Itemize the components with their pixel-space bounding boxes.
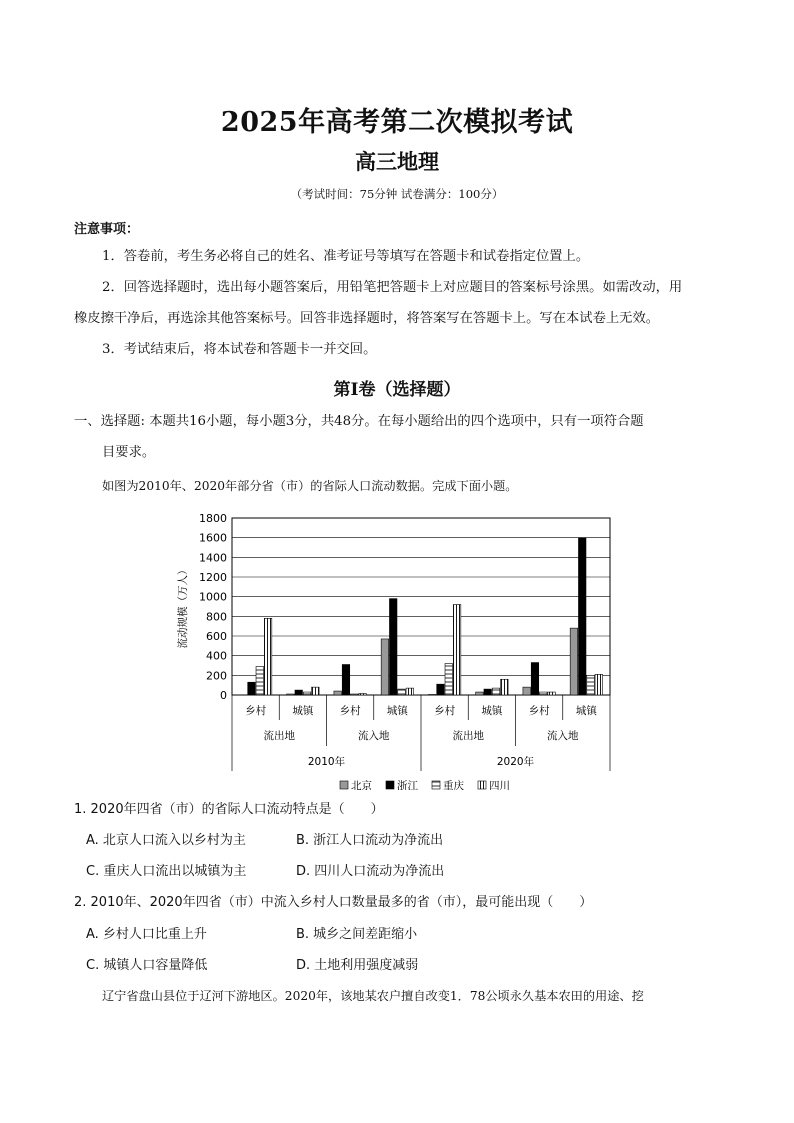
question-2-option-c[interactable]: C. 城镇人口容量降低 xyxy=(86,958,208,973)
x-category-label: 乡村 xyxy=(245,705,267,717)
bar-北京-2 xyxy=(334,691,342,695)
legend-swatch-浙江 xyxy=(386,781,394,789)
bar-浙江-1 xyxy=(295,690,303,695)
bar-浙江-2 xyxy=(342,665,350,695)
bar-重庆-5 xyxy=(492,688,500,695)
bar-北京-3 xyxy=(381,639,389,695)
x-category-label: 城镇 xyxy=(386,705,408,717)
question-1-option-b[interactable]: B. 浙江人口流动为净流出 xyxy=(296,833,444,848)
bar-四川-1 xyxy=(312,687,320,695)
population-flow-chart xyxy=(170,508,630,790)
question-1-stem: 1. 2020年四省（市）的省际人口流动特点是（ ） xyxy=(74,802,384,817)
notice-item-3: 3．考试结束后，将本试卷和答题卡一并交回。 xyxy=(102,342,377,357)
legend-label-浙江: 浙江 xyxy=(397,780,418,790)
exam-subtitle: 高三地理 xyxy=(355,149,439,174)
x-group-label: 流入地 xyxy=(358,730,390,742)
x-category-label: 乡村 xyxy=(339,705,361,717)
notice-heading: 注意事项： xyxy=(74,222,140,237)
section-title: 第I卷（选择题） xyxy=(333,380,461,400)
notice-item-2-cont: 橡皮擦干净后，再选涂其他答案标号。回答非选择题时，将答案写在答题卡上。写在本试卷上无效。 xyxy=(74,311,660,326)
bar-重庆-7 xyxy=(587,675,595,695)
question-1-option-a[interactable]: A. 北京人口流入以乡村为主 xyxy=(86,833,246,848)
x-category-label: 乡村 xyxy=(528,705,550,717)
x-category-label: 乡村 xyxy=(434,705,456,717)
y-tick-label: 1400 xyxy=(199,551,227,565)
x-group-label: 流出地 xyxy=(263,730,295,742)
legend-swatch-四川 xyxy=(478,781,486,789)
bar-浙江-3 xyxy=(389,599,397,695)
y-tick-label: 600 xyxy=(206,630,227,643)
y-tick-label: 1000 xyxy=(199,590,227,604)
x-year-label: 2010年 xyxy=(307,756,346,768)
bar-四川-4 xyxy=(453,605,461,695)
bar-四川-2 xyxy=(359,694,367,695)
question-2-option-b[interactable]: B. 城乡之间差距缩小 xyxy=(296,927,418,942)
question-2-option-d[interactable]: D. 土地利用强度减弱 xyxy=(296,958,419,973)
y-tick-label: 1200 xyxy=(199,571,227,584)
x-category-label: 城镇 xyxy=(292,705,314,717)
x-group-label: 流出地 xyxy=(452,730,484,742)
bar-浙江-7 xyxy=(578,538,586,695)
x-category-label: 城镇 xyxy=(575,705,597,717)
y-tick-label: 800 xyxy=(206,610,227,624)
bar-重庆-1 xyxy=(303,692,311,695)
bar-浙江-6 xyxy=(531,663,539,695)
bar-四川-3 xyxy=(406,688,414,695)
chart-plot xyxy=(176,512,610,790)
legend-swatch-重庆 xyxy=(432,781,440,789)
bar-四川-0 xyxy=(264,618,272,695)
bar-重庆-3 xyxy=(398,689,406,695)
y-axis-label: 流动规模（万人） xyxy=(177,564,189,649)
bar-北京-6 xyxy=(523,687,531,695)
bar-浙江-0 xyxy=(248,682,256,695)
x-category-label: 城镇 xyxy=(481,705,503,717)
question-1-option-c[interactable]: C. 重庆人口流出以城镇为主 xyxy=(86,864,247,879)
exam-title: 2025年高考第二次模拟考试 xyxy=(220,107,574,138)
y-tick-label: 1800 xyxy=(199,512,227,525)
exam-meta: （考试时间：75分钟 试卷满分：100分） xyxy=(290,187,504,201)
notice-item-1: 1．答卷前，考生务必将自己的姓名、准考证号等填写在答题卡和试卷指定位置上。 xyxy=(102,249,590,264)
plot-frame xyxy=(232,518,610,695)
bar-四川-6 xyxy=(548,692,556,695)
legend-swatch-北京 xyxy=(340,781,348,789)
y-tick-label: 0 xyxy=(220,689,227,702)
section-instruction-cont: 目要求。 xyxy=(102,445,156,460)
question-2-option-a[interactable]: A. 乡村人口比重上升 xyxy=(86,927,207,942)
bar-浙江-4 xyxy=(437,684,445,695)
legend-label-重庆: 重庆 xyxy=(443,780,464,790)
y-tick-label: 1600 xyxy=(199,531,227,545)
bar-重庆-2 xyxy=(351,694,359,695)
question-2-stem: 2. 2010年、2020年四省（市）中流入乡村人口数量最多的省（市），最可能出现（ ） xyxy=(74,895,593,910)
legend-label-四川: 四川 xyxy=(489,780,510,790)
x-year-label: 2020年 xyxy=(496,756,535,768)
bar-北京-5 xyxy=(476,692,484,695)
bar-四川-7 xyxy=(595,674,603,695)
bar-四川-5 xyxy=(501,679,509,695)
bar-浙江-5 xyxy=(484,689,492,695)
y-tick-label: 400 xyxy=(206,649,227,663)
question-stem-intro: 如图为2010年、2020年部分省（市）的省际人口流动数据。完成下面小题。 xyxy=(102,479,518,493)
bar-北京-1 xyxy=(287,694,295,695)
section-instruction: 一、选择题: 本题共16小题，每小题3分，共48分。在每小题给出的四个选项中，只有一项符合题 xyxy=(74,414,644,429)
x-group-label: 流入地 xyxy=(547,730,579,742)
bar-重庆-6 xyxy=(540,692,548,695)
question-stem-2: 辽宁省盘山县位于辽河下游地区。2020年，该地某农户擅自改变1．78公顷永久基本农田的用途、挖 xyxy=(102,989,644,1003)
question-1-option-d[interactable]: D. 四川人口流动为净流出 xyxy=(296,864,445,879)
bar-重庆-0 xyxy=(256,666,264,695)
bar-重庆-4 xyxy=(445,664,453,695)
notice-item-2: 2．回答选择题时，选出每小题答案后，用铅笔把答题卡上对应题目的答案标号涂黑。如需改动，用 xyxy=(102,280,683,295)
bar-北京-7 xyxy=(570,628,578,695)
y-tick-label: 200 xyxy=(206,669,227,683)
legend-label-北京: 北京 xyxy=(351,780,372,790)
